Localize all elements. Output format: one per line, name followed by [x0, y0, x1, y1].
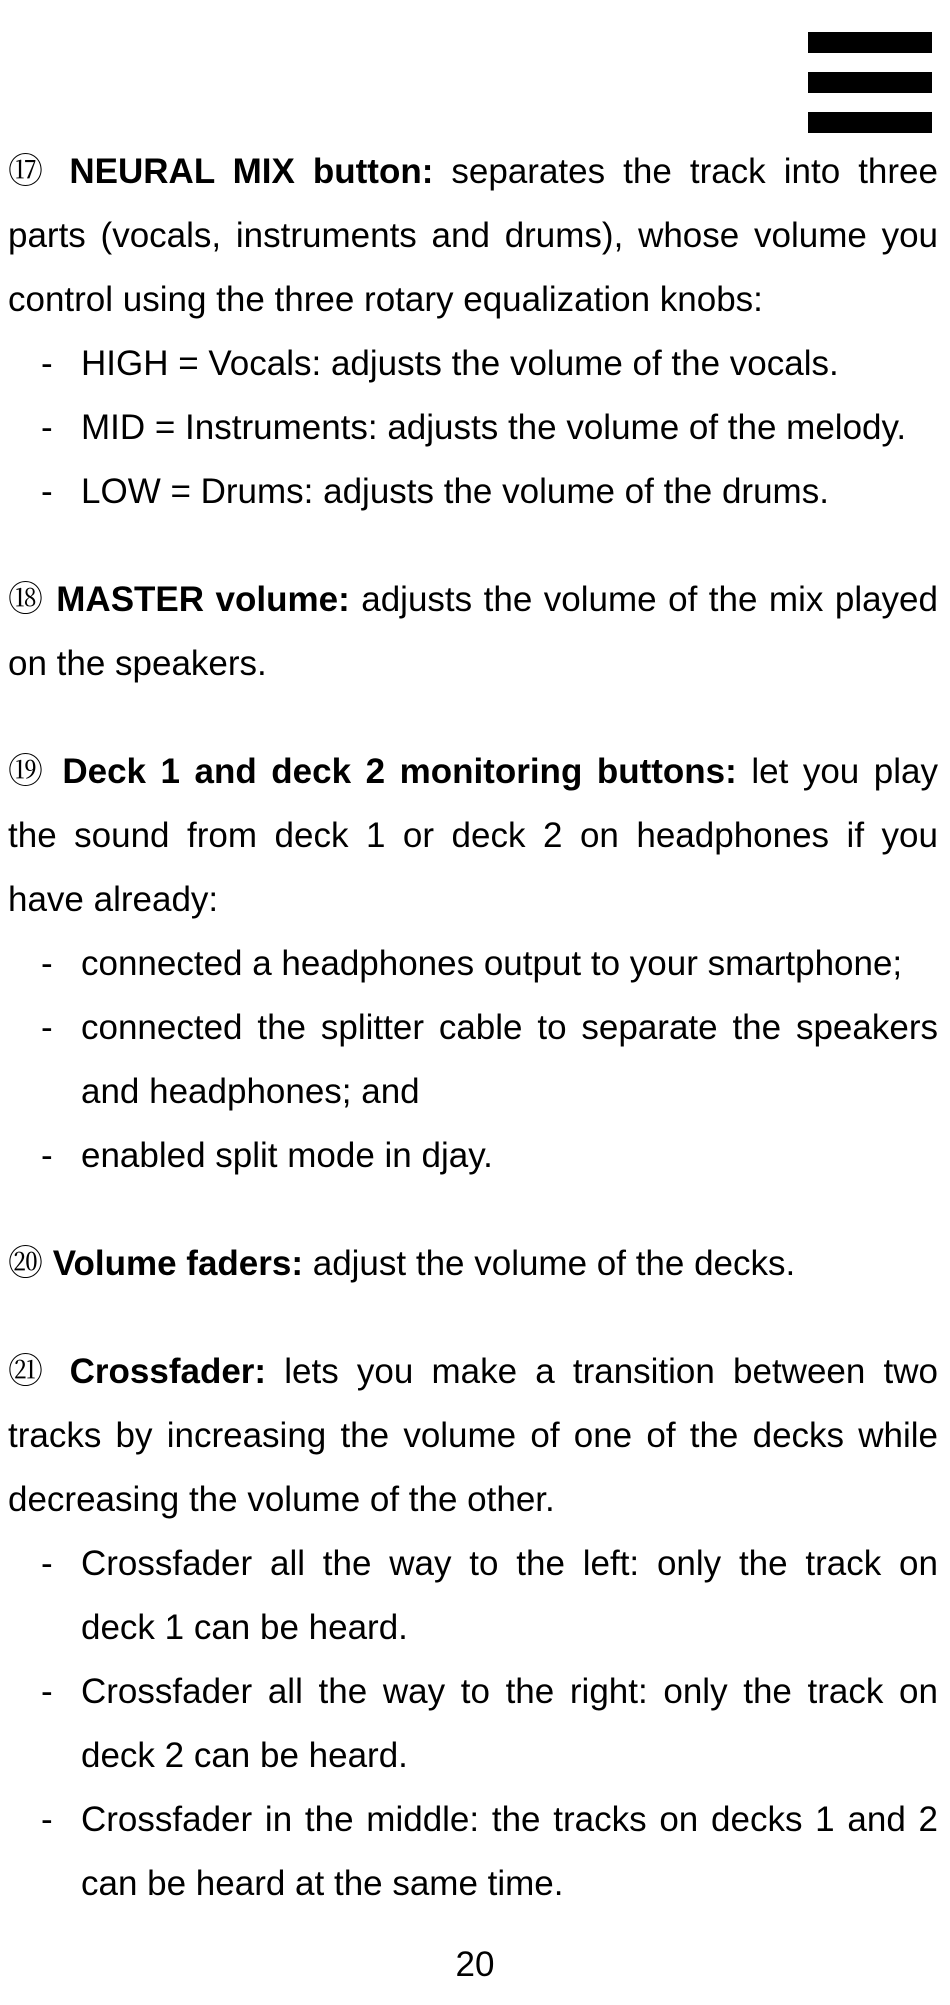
item-number: ⑲	[8, 752, 48, 791]
item-number: ⑰	[8, 152, 52, 191]
manual-content	[8, 140, 938, 1916]
item-title: NEURAL MIX button:	[69, 152, 434, 191]
item-title: Deck 1 and deck 2 monitoring buttons:	[62, 752, 737, 791]
section-paragraph	[8, 740, 938, 932]
item-title: Volume faders:	[52, 1244, 303, 1283]
list-item	[8, 1532, 938, 1660]
list-item-text: LOW = Drums: adjusts the volume of the drums.	[81, 472, 829, 511]
list-item-text: HIGH = Vocals: adjusts the volume of the vocals.	[81, 344, 839, 383]
bullet-list	[8, 1532, 938, 1916]
bullet-dash: -	[41, 1136, 53, 1175]
bullet-dash: -	[41, 1008, 53, 1047]
item-description: separates the track into three parts (vocals, instruments and drums), whose volume you control using the three rotary equalization knobs:	[8, 152, 938, 319]
item-number: ㉑	[8, 1352, 52, 1391]
section-paragraph	[8, 140, 938, 332]
item-number: ⑱	[8, 580, 45, 619]
section-volume-faders	[8, 1232, 938, 1296]
section-paragraph	[8, 1232, 938, 1296]
list-item	[8, 996, 938, 1124]
section-paragraph	[8, 1340, 938, 1532]
item-number: ⑳	[8, 1244, 44, 1283]
list-item-text: connected the splitter cable to separate the speakers and headphones; and	[81, 1008, 938, 1111]
bullet-dash: -	[41, 1800, 53, 1839]
list-item-text: MID = Instruments: adjusts the volume of the melody.	[81, 408, 907, 447]
hamburger-menu-icon[interactable]	[808, 32, 932, 134]
menu-icon-bar	[808, 32, 932, 53]
bullet-dash: -	[41, 944, 53, 983]
list-item	[8, 396, 938, 460]
list-item-text: Crossfader in the middle: the tracks on decks 1 and 2 can be heard at the same time.	[81, 1800, 938, 1903]
item-title: Crossfader:	[69, 1352, 267, 1391]
list-item	[8, 1124, 938, 1188]
list-item	[8, 460, 938, 524]
list-item-text: connected a headphones output to your smartphone;	[81, 944, 903, 983]
page-number: 20	[455, 1945, 495, 1984]
menu-icon-bar	[808, 112, 932, 133]
list-item-text: enabled split mode in djay.	[81, 1136, 493, 1175]
list-item	[8, 932, 938, 996]
list-item-text: Crossfader all the way to the left: only the track on deck 1 can be heard.	[81, 1544, 938, 1647]
list-item	[8, 332, 938, 396]
section-crossfader	[8, 1340, 938, 1916]
section-paragraph	[8, 568, 938, 696]
bullet-list	[8, 932, 938, 1188]
list-item	[8, 1660, 938, 1788]
item-description: let you play the sound from deck 1 or deck 2 on headphones if you have already:	[8, 752, 938, 919]
list-item	[8, 1788, 938, 1916]
bullet-dash: -	[41, 1672, 53, 1711]
menu-icon-bar	[808, 72, 932, 93]
item-description: adjust the volume of the decks.	[303, 1244, 796, 1283]
section-monitoring-buttons	[8, 740, 938, 1188]
bullet-dash: -	[41, 472, 53, 511]
list-item-text: Crossfader all the way to the right: only the track on deck 2 can be heard.	[81, 1672, 938, 1775]
bullet-list	[8, 332, 938, 524]
section-neural-mix	[8, 140, 938, 524]
item-description: adjusts the volume of the mix played on the speakers.	[8, 580, 938, 683]
bullet-dash: -	[41, 408, 53, 447]
bullet-dash: -	[41, 1544, 53, 1583]
item-description: lets you make a transition between two tracks by increasing the volume of one of the decks while decreasing the volume of the other.	[8, 1352, 938, 1519]
bullet-dash: -	[41, 344, 53, 383]
section-master-volume	[8, 568, 938, 696]
item-title: MASTER volume:	[56, 580, 350, 619]
